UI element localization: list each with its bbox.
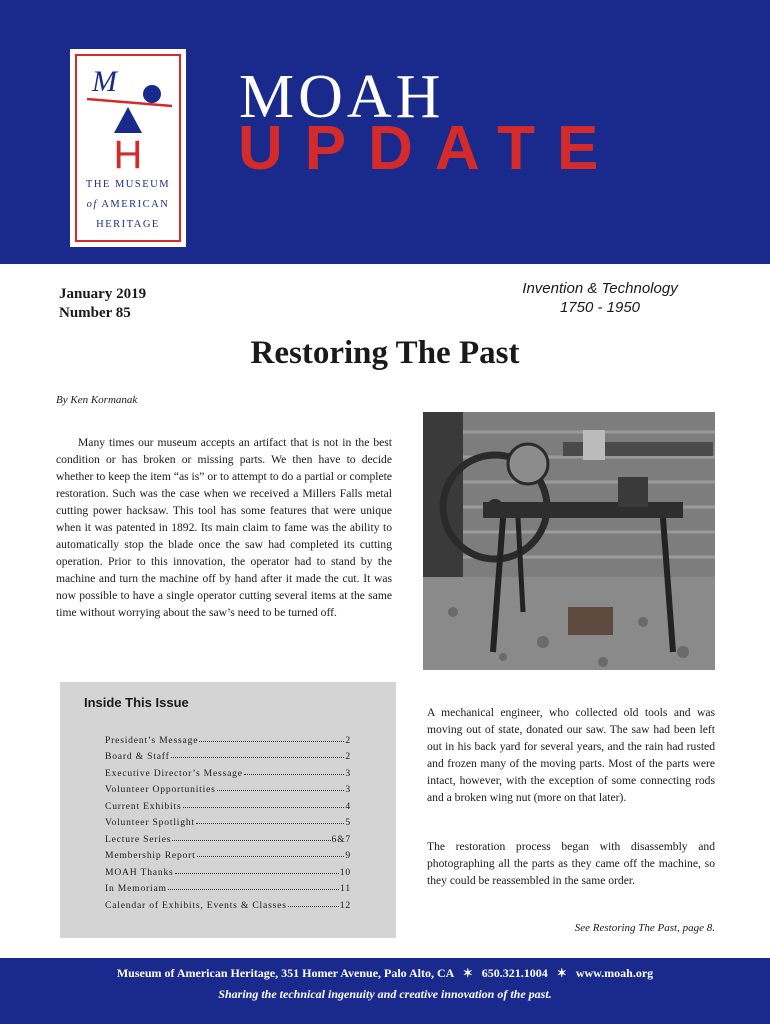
- logo-line-3: HERITAGE: [96, 219, 160, 230]
- toc-item[interactable]: President’s Message 2: [105, 734, 351, 746]
- moah-logo: [70, 49, 186, 247]
- issue-number: Number 85: [59, 305, 131, 321]
- logo-balance-beam: [87, 99, 172, 106]
- star-icon: ✶: [462, 966, 473, 980]
- toc-list: [105, 729, 351, 911]
- theme-line-1: Invention & Technology: [522, 280, 678, 297]
- star-icon: ✶: [556, 966, 567, 980]
- logo-emblem: [70, 49, 186, 247]
- continued-link[interactable]: See Restoring The Past, page 8.: [574, 922, 715, 934]
- logo-ball: [143, 85, 161, 103]
- hacksaw-photo-illustration: [423, 412, 715, 670]
- footer-tagline: Sharing the technical ingenuity and creative innovation of the past.: [218, 987, 552, 1001]
- masthead-title-moah: MOAH: [239, 63, 445, 131]
- footer-phone: 650.321.1004: [481, 966, 548, 980]
- footer-contact: [0, 966, 770, 981]
- article-title: Restoring The Past: [250, 335, 520, 371]
- inside-this-issue-box: [60, 682, 396, 938]
- toc-item[interactable]: Lecture Series 6&7: [105, 833, 351, 845]
- toc-item[interactable]: In Memoriam 11: [105, 883, 351, 894]
- masthead-title-update: UPDATE: [238, 114, 621, 183]
- issue-date: January 2019: [59, 286, 147, 302]
- toc-item[interactable]: Board & Staff 2: [105, 751, 351, 762]
- newsletter-theme: [500, 279, 700, 317]
- footer-banner: [0, 958, 770, 1024]
- toc-title: Inside This Issue: [84, 695, 189, 710]
- masthead-banner: [0, 0, 770, 264]
- logo-letter-h: H: [113, 133, 143, 177]
- toc-item[interactable]: Volunteer Spotlight 5: [105, 817, 351, 828]
- logo-letter-m: M: [92, 65, 117, 98]
- article-paragraph-3: The restoration process began with disassembly and photographing all the parts as they came off the machine, so they could be reassembled in the same order.: [427, 840, 715, 887]
- toc-item[interactable]: MOAH Thanks 10: [105, 866, 351, 878]
- footer-website[interactable]: www.moah.org: [575, 966, 654, 980]
- toc-item[interactable]: Calendar of Exhibits, Events & Classes 12: [105, 899, 351, 911]
- toc-item[interactable]: Current Exhibits 4: [105, 800, 351, 812]
- issue-info: [59, 285, 146, 323]
- article-paragraph-1: Many times our museum accepts an artifact that is not in the best condition or has broken or missing parts. We then have to decide whether to keep the item “as is” or to attempt to do a partial or complete restoration. Such was the case when we received a Millers Falls metal cutting power hacksaw. This tool has some features that were unique when it was patented in 1892. Its main claim to fame was the ability to automatically stop the blade once the saw had completed its cutting operation. Prior to this innovation, the operator had to stand by the machine and turn the machine off by hand after it made the cut. It was now possible to have a single operator cutting several items at the same time without worrying about the saw’s need to be turned off.: [56, 436, 392, 619]
- toc-item[interactable]: Volunteer Opportunities 3: [105, 784, 351, 795]
- article-byline: By Ken Kormanak: [56, 394, 138, 406]
- footer-address: Museum of American Heritage, 351 Homer Avenue, Palo Alto, CA: [116, 966, 454, 980]
- hacksaw-photo: [423, 412, 715, 670]
- toc-item[interactable]: Membership Report 9: [105, 850, 351, 861]
- toc-item[interactable]: Executive Director’s Message 3: [105, 767, 351, 779]
- logo-triangle: [114, 107, 142, 133]
- theme-line-2: 1750 - 1950: [559, 299, 641, 316]
- logo-line-2: of AMERICAN: [86, 199, 170, 210]
- article-paragraph-2: A mechanical engineer, who collected old tools and was moving out of state, donated our saw. The saw had been left out in his back yard for several years, and the rain had rusted and frozen many of the moving parts. Most of the parts were intact, however, with the exception of some connecting rods and a broken wing nut (more on that later).: [427, 706, 715, 804]
- logo-line-1: THE MUSEUM: [85, 179, 171, 190]
